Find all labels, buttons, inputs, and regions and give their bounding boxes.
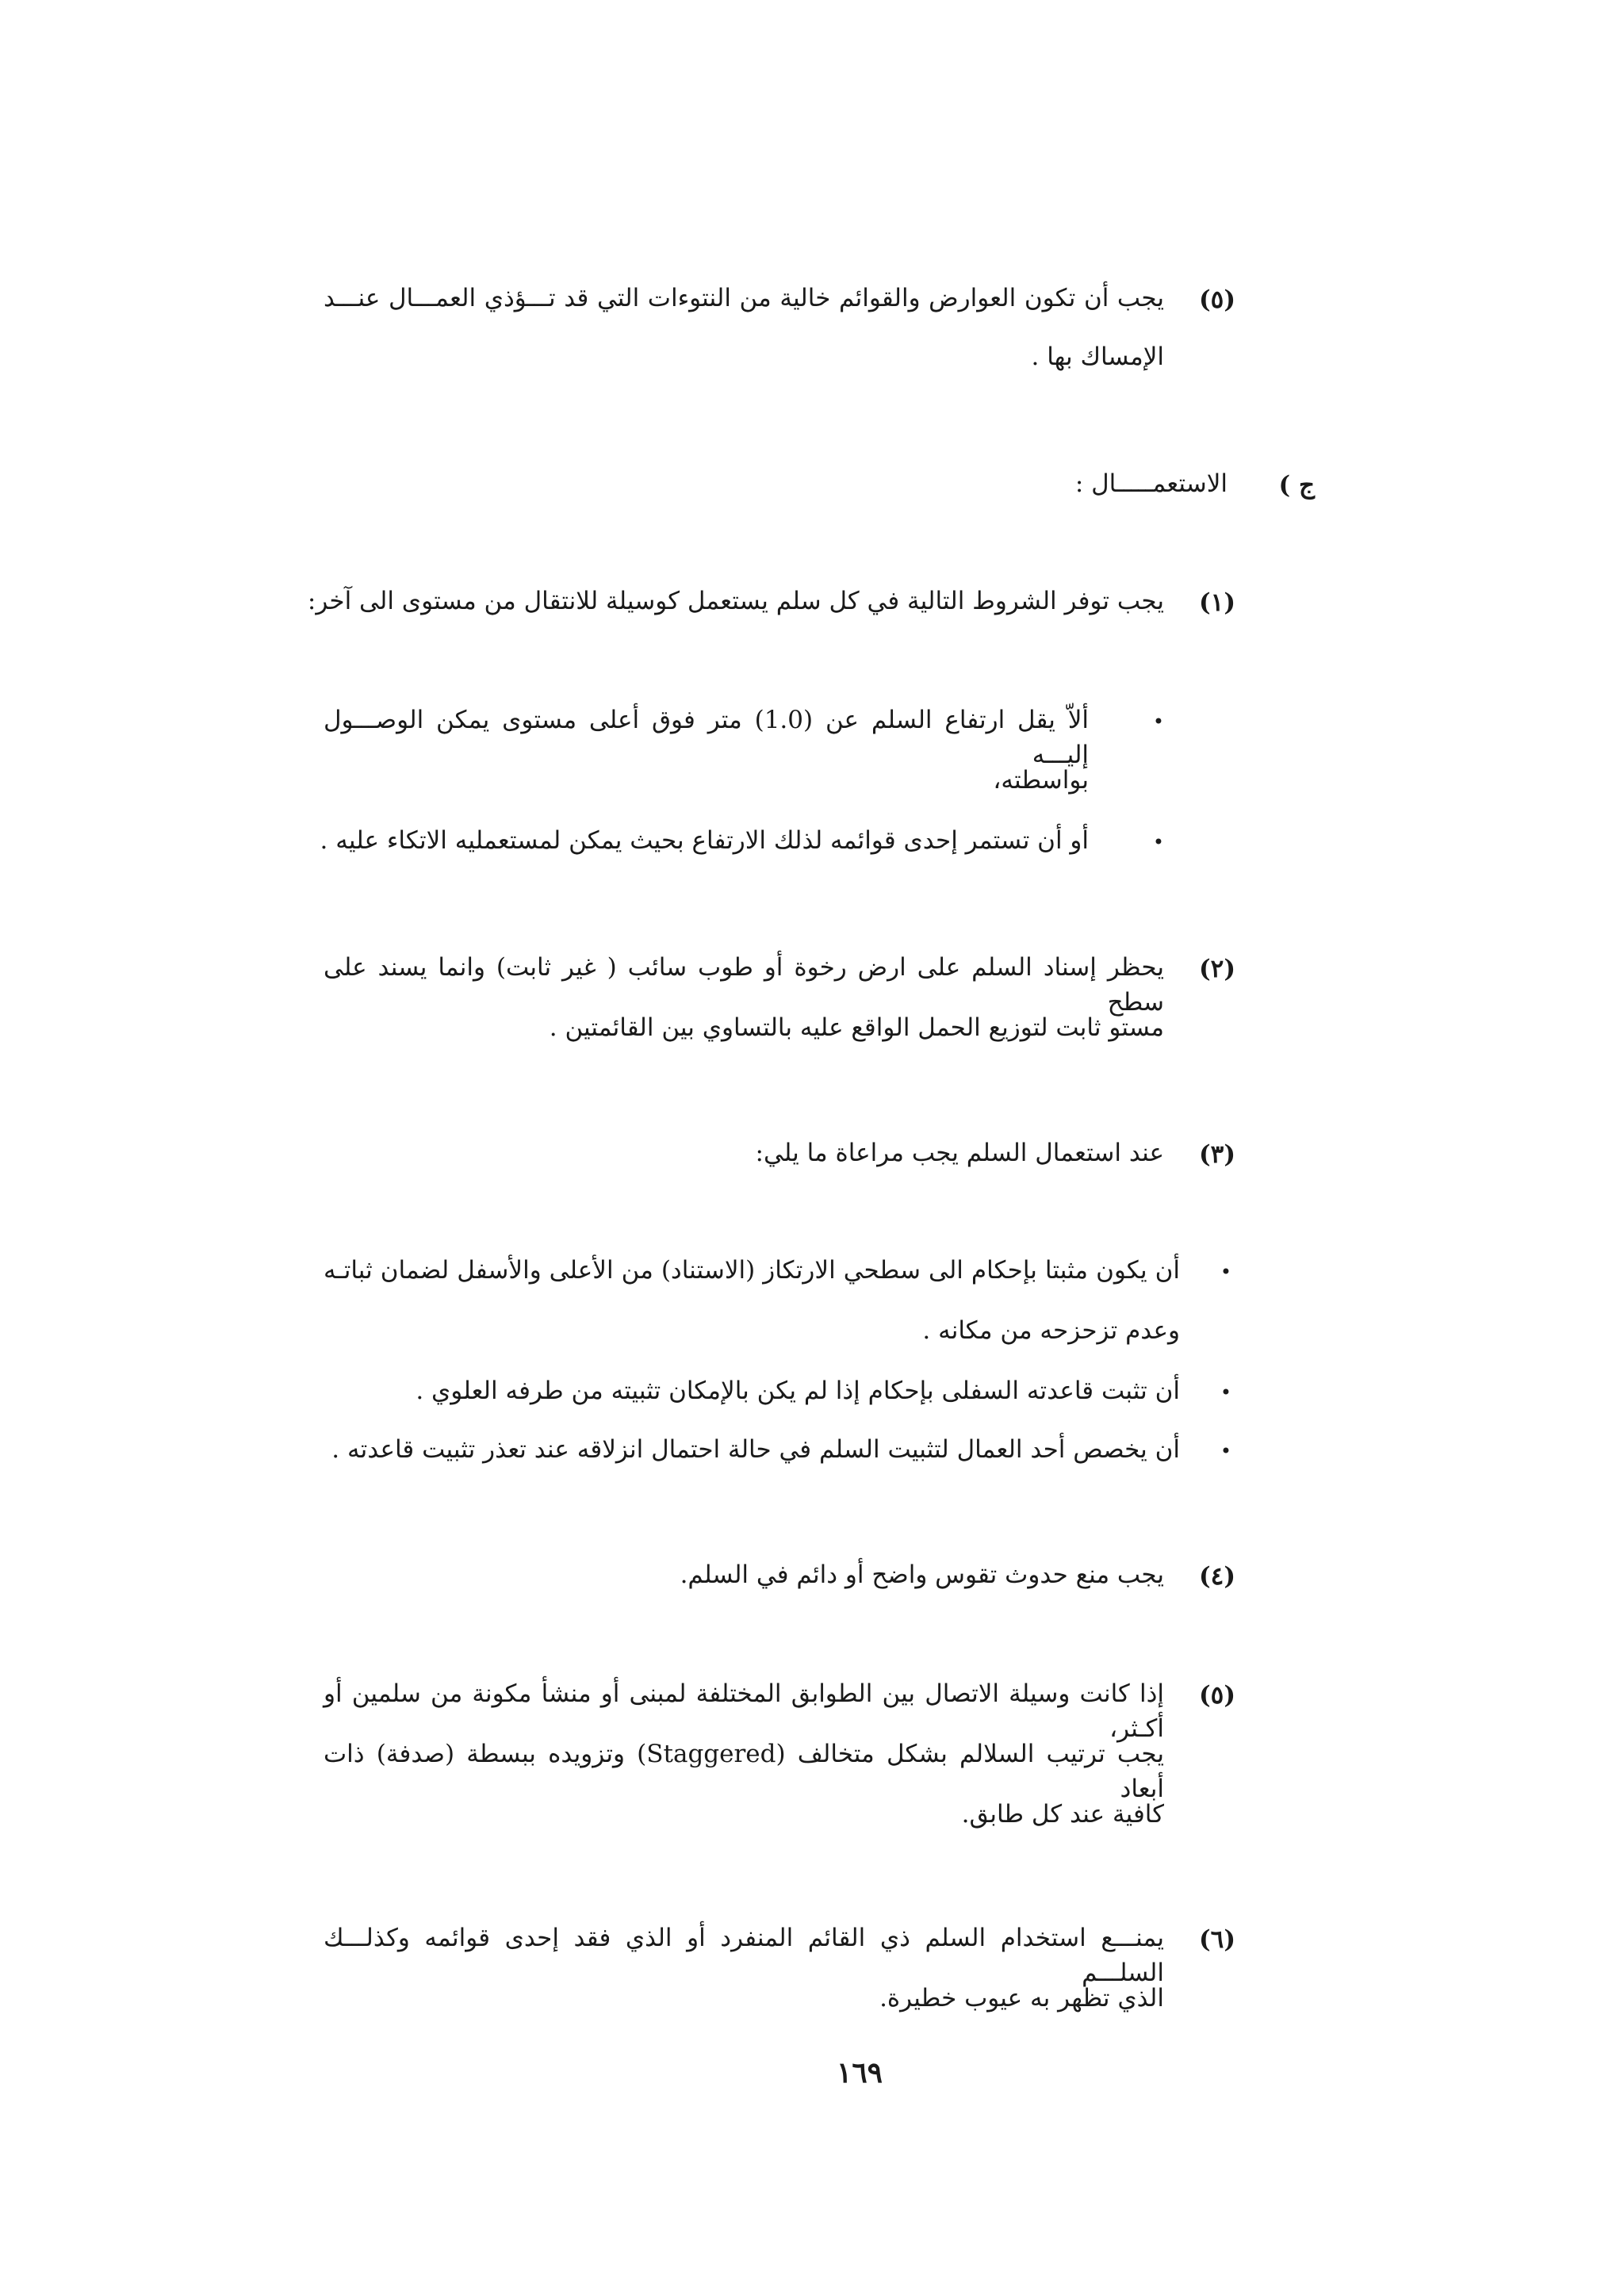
item-number: (٢) [1199,955,1235,983]
item-number: (٣) [1199,1140,1235,1169]
bullet-icon: • [1152,710,1164,733]
bullet-text: بواسطته، [993,766,1089,795]
paragraph-line: يحظر إسناد السلم على ارض رخوة أو طوب سائب ( غير ثابت) وانما يسند على سطح [324,953,1164,1017]
section-title: الاستعمـــــال : [1074,469,1228,498]
bullet-text: أن تثبت قاعدته السفلى بإحكام إذا لم يكن بالإمكان تثبيته من طرفه العلوي . [416,1377,1180,1405]
item-number: (٤) [1199,1562,1235,1591]
paragraph-line: يجب أن تكون العوارض والقوائم خالية من النتوءات التي قد تـــؤذي العمـــال عنـــد [324,284,1164,312]
bullet-text: ألاّ يقل ارتفاع السلم عن (1.0) متر فوق أعلى مستوى يمكن الوصـــول إليـــه [324,706,1089,769]
paragraph-line: عند استعمال السلم يجب مراعاة ما يلي: [755,1139,1164,1167]
bullet-text: أن يكون مثبتا بإحكام الى سطحي الارتكاز (الاستناد) من الأعلى والأسفل لضمان ثباتـه [324,1256,1180,1285]
item-number: (٥) [1199,1681,1235,1710]
paragraph-line: يجب منع حدوث تقوس واضح أو دائم في السلم. [680,1561,1164,1589]
paragraph-line: يجب ترتيب السلالم بشكل متخالف (Staggered) وتزويده ببسطة (صدفة) ذات أبعاد [324,1740,1164,1803]
item-number: (٦) [1199,1925,1235,1954]
paragraph-line: كافية عند كل طابق. [961,1800,1164,1829]
bullet-text: أو أن تستمر إحدى قوائمه لذلك الارتفاع بحيث يمكن لمستعمليه الاتكاء عليه . [320,826,1089,855]
item-number: (١) [1199,588,1235,617]
bullet-icon: • [1152,831,1164,853]
bullet-text: وعدم تزحزحه من مكانه . [922,1316,1180,1345]
section-letter: ج ) [1278,471,1315,500]
bullet-icon: • [1220,1440,1231,1462]
paragraph-line: يمنـــع استخدام السلم ذي القائم المنفرد أو الذي فقد إحدى قوائمه وكذلـــك السلـــم [324,1924,1164,1987]
paragraph-line: مستو ثابت لتوزيع الحمل الواقع عليه بالتساوي بين القائمتين . [549,1013,1164,1042]
item-number: (٥) [1199,285,1235,314]
paragraph-line: الإمساك بها . [1031,343,1164,371]
paragraph-line: الذي تظهر به عيوب خطيرة. [879,1984,1164,2013]
paragraph-line: يجب توفر الشروط التالية في كل سلم يستعمل كوسيلة للانتقال من مستوى الى آخر: [307,587,1164,615]
paragraph-line: إذا كانت وسيلة الاتصال بين الطوابق المختلفة لمبنى أو منشأ مكونة من سلمين أو أكـثر، [324,1679,1164,1743]
bullet-icon: • [1220,1381,1231,1404]
page-number: ١٦٩ [836,2056,883,2089]
bullet-text: أن يخصص أحد العمال لتثبيت السلم في حالة احتمال انزلاقه عند تعذر تثبيت قاعدته . [331,1435,1180,1464]
bullet-icon: • [1220,1261,1231,1283]
